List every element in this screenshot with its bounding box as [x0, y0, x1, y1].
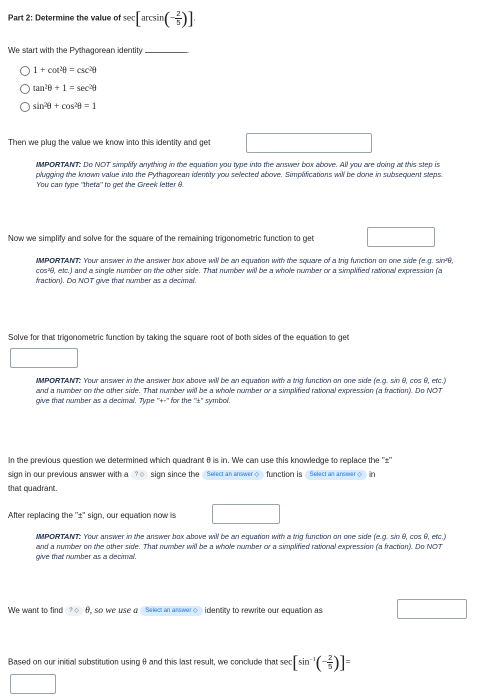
step5-line3-text: that quadrant.	[8, 484, 58, 493]
step6-text: After replacing the "±" sign, our equation now is	[8, 511, 176, 520]
step5-line3	[8, 484, 57, 493]
option-3-label: sin²θ + cos²θ = 1	[33, 102, 97, 113]
step8-left-bracket: [	[292, 652, 299, 672]
note-4	[36, 532, 456, 562]
step8-right-bracket: ]	[339, 652, 346, 672]
note-2-text: Your answer in the answer box above will be an equation with the square of a trig function on one side (e.g. sin²θ, cos²θ, etc.) and a single number on the other side. That number will be a whole number or a simplified rational expression (a fraction). Do NOT give that number as a decimal.	[36, 256, 454, 285]
note-3	[36, 376, 456, 406]
right-bracket: ]	[187, 8, 194, 28]
function-select[interactable]: Select an answer ◇	[202, 470, 264, 480]
identity-type-select[interactable]: Select an answer ◇	[140, 606, 202, 616]
step8-text: Based on our initial substitution using θ and this last result, we conclude that	[8, 657, 278, 667]
step4-row	[8, 333, 349, 342]
step5-line2c: function is	[266, 470, 303, 480]
step8-den: 5	[328, 662, 333, 671]
note-4-lead: IMPORTANT:	[36, 532, 82, 541]
header-arcsin: arcsin	[141, 13, 164, 24]
step5-line1-text: In the previous question we determined which quadrant θ is in. We can use this knowledge to replace the "±"	[8, 456, 392, 465]
step8-sec: sec	[280, 657, 293, 668]
step3-text: Now we simplify and solve for the square of the remaining trigonometric function to get	[8, 234, 314, 243]
answer-box-2[interactable]	[367, 227, 435, 247]
step4-text: Solve for that trigonometric function by taking the square root of both sides of the equation to get	[8, 333, 350, 342]
sign-of-function-select[interactable]: Select an answer ◇	[305, 470, 367, 480]
header-den: 5	[176, 18, 181, 27]
step5-line2b: sign since the	[150, 470, 200, 480]
answer-box-5[interactable]	[397, 599, 467, 619]
option-1[interactable]	[20, 66, 97, 76]
note-2-lead: IMPORTANT:	[36, 256, 82, 265]
radio-icon[interactable]	[20, 84, 30, 94]
step8-sin: sin	[298, 657, 310, 668]
note-4-text: Your answer in the answer box above will be an equation with a trig function on one side (e.g. sin θ, cos θ, etc.) and a number on the other side. That number will be a whole number or a simplified rational expression (a fraction). Do NOT give that number as a decimal.	[36, 532, 447, 561]
step1-text: We start with the Pythagorean identity	[8, 46, 143, 55]
left-paren: (	[163, 8, 170, 28]
option-3[interactable]	[20, 102, 97, 112]
step8-row	[8, 652, 351, 673]
answer-box-6[interactable]	[10, 674, 56, 694]
step8-minus: −	[321, 657, 328, 668]
answer-box-4[interactable]	[212, 504, 280, 524]
left-bracket: [	[135, 8, 142, 28]
answer-box-3[interactable]	[10, 348, 78, 368]
note-3-text: Your answer in the answer box above will be an equation with a trig function on one side (e.g. sin θ, cos θ, etc.) and a number on the other side. That number will be a whole number or a simplified rational expression (a fraction). Do NOT give that number as a decimal. Type "+-" for the "±" symbol.	[36, 376, 447, 405]
header-num: 2	[176, 9, 181, 18]
sign-select[interactable]: ? ◇	[131, 470, 149, 480]
step8-right-paren: )	[333, 652, 340, 672]
right-paren: )	[181, 8, 188, 28]
part-header-text: Part 2: Determine the value of	[8, 13, 121, 23]
step7-row	[8, 606, 323, 616]
note-1-lead: IMPORTANT:	[36, 160, 82, 169]
step5-line2a: sign in our previous answer with a	[8, 470, 129, 480]
step5-line1	[8, 456, 392, 465]
step1-row: We start with the Pythagorean identity .	[8, 46, 190, 55]
option-1-label: 1 + cot²θ = csc²θ	[33, 66, 97, 77]
step2-text: Then we plug the value we know into this identity and get	[8, 138, 211, 147]
header-sec: sec	[123, 13, 136, 24]
note-1-text: Do NOT simplify anything in the equation you type into the answer box above. All you are doing at this step is plugging the known value into the Pythagorean identity you selected above. Simplifications will be done in subsequent steps. You can type "theta" to get the Greek letter θ.	[36, 160, 444, 189]
step8-inverse: −1	[309, 656, 316, 663]
part-header: Part 2: Determine the value of sec[arcsin(− $\frac{2}{5}$ )].	[8, 8, 196, 28]
step2-row	[8, 138, 210, 147]
step6-row	[8, 511, 176, 520]
step5-line2d: in	[369, 470, 376, 480]
inverse-function-select[interactable]: ? ◇	[65, 606, 83, 616]
identity-blank	[145, 45, 187, 53]
note-2	[36, 256, 456, 286]
step8-num: 2	[328, 653, 333, 662]
step8-equals: =	[345, 657, 351, 668]
step8-left-paren: (	[315, 652, 322, 672]
step5-line2	[8, 470, 375, 480]
note-1	[36, 160, 456, 190]
radio-icon[interactable]	[20, 66, 30, 76]
step7-a: We want to find	[8, 606, 63, 616]
step7-b: θ, so we use a	[85, 606, 139, 617]
radio-icon[interactable]	[20, 102, 30, 112]
header-minus: −	[169, 13, 176, 24]
step3-row	[8, 234, 314, 243]
option-2[interactable]	[20, 84, 97, 94]
note-3-lead: IMPORTANT:	[36, 376, 82, 385]
option-2-label: tan²θ + 1 = sec²θ	[33, 84, 97, 95]
answer-box-1[interactable]	[246, 133, 372, 153]
step7-c: identity to rewrite our equation as	[204, 606, 323, 616]
